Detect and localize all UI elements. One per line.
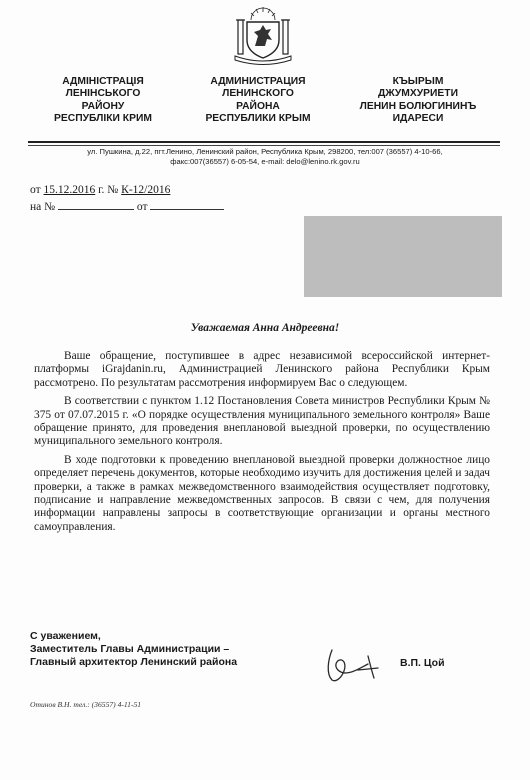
handwritten-signature-icon: [318, 640, 390, 688]
header-ru-line: РАЙОНА: [236, 100, 280, 112]
header-crh-line: ИДАРЕСИ: [392, 113, 444, 125]
header-uk-line: РАЙОНУ: [81, 100, 125, 112]
header-ru-line: АДМИНИСТРАЦИЯ: [210, 76, 306, 87]
header-ru-line: ЛЕНИНСКОГО: [222, 88, 294, 100]
from-label: от: [30, 184, 41, 196]
signer-position: Заместитель Главы Администрации –: [30, 643, 230, 656]
executor-footer: Отинов В.Н. тел.: (36557) 4-11-51: [30, 700, 142, 709]
header-uk-line: АДМІНІСТРАЦІЯ: [62, 76, 144, 87]
crimea-coat-of-arms-icon: [230, 6, 296, 66]
reference-number-label: на №: [30, 201, 56, 213]
registration-date: 15.12.2016: [43, 184, 96, 196]
header-divider: [28, 141, 500, 143]
paragraph: Ваше обращение, поступившее в адрес независимой всероссийской интернет-платформы iGrajdanin.ru, Администрацией Ленинского района Республики Крым рассмотрено. По результатам рассмотрения информируем Вас о следующем.: [34, 350, 490, 389]
greeting: Уважаемая Анна Андреевна!: [190, 322, 340, 334]
signer-name: В.П. Цой: [400, 657, 445, 669]
number-label: №: [107, 184, 119, 196]
closing: С уважением,: [30, 630, 101, 642]
header-divider-thin: [28, 145, 500, 146]
header-uk-line: ЛЕНІНСЬКОГО: [65, 88, 141, 100]
redacted-recipient-block: [304, 216, 502, 297]
reference-line: [30, 200, 224, 214]
reference-number-blank: [58, 200, 134, 210]
reference-date-label: от: [136, 201, 148, 213]
paragraph: В соответствии с пунктом 1.12 Постановления Совета министров Республики Крым № 375 от 07.07.2015 г. «О порядке осуществления муниципального земельного контроля» Ваше обращение принято, для проведения внеплановой выездной проверки, по осуществлению муниципального земельного контроля.: [34, 395, 490, 448]
header-crimean-tatar: [343, 76, 493, 126]
header-crh-line: КЪЫРЫМ: [392, 76, 444, 87]
header-russian: [183, 76, 333, 126]
signer-title: Главный архитектор Ленинский района: [30, 656, 238, 669]
header-ukrainian: [28, 76, 178, 126]
contact-line: факс:007(36557) 6-05-54, e-mail: delo@lenino.rk.gov.ru: [170, 157, 360, 166]
address-line: ул. Пушкина, д.22, пгт.Ленино, Ленинский район, Республика Крым, 298200, тел:007 (36557) 4-10-66,: [87, 147, 443, 156]
registration-number: К-12/2016: [121, 184, 171, 196]
header-uk-line: РЕСПУБЛІКИ КРИМ: [54, 113, 152, 125]
letter-body: [34, 350, 490, 539]
registration-line: [30, 183, 170, 197]
signature-block: [30, 630, 237, 670]
header-crh-line: ЛЕНИН БОЛЮГИНИНЪ: [359, 100, 477, 112]
header-ru-line: РЕСПУБЛИКИ КРЫМ: [205, 113, 311, 125]
paragraph: В ходе подготовки к проведению внеплановой выездной проверки должностное лицо определяет перечень документов, которые необходимо изучить для достижения целей и задач проверки, а также в рамках межведомственного взаимодействия осуществляет подготовку, подписание и направление межведомственных запросов. В связи с чем, для получения информации направлены запросы в соответствующие организации и органы местного самоуправления.: [34, 453, 490, 533]
year-suffix: г.: [98, 184, 105, 196]
reference-date-blank: [150, 200, 224, 210]
header-crh-line: ДЖУМХУРИЕТИ: [378, 88, 458, 100]
